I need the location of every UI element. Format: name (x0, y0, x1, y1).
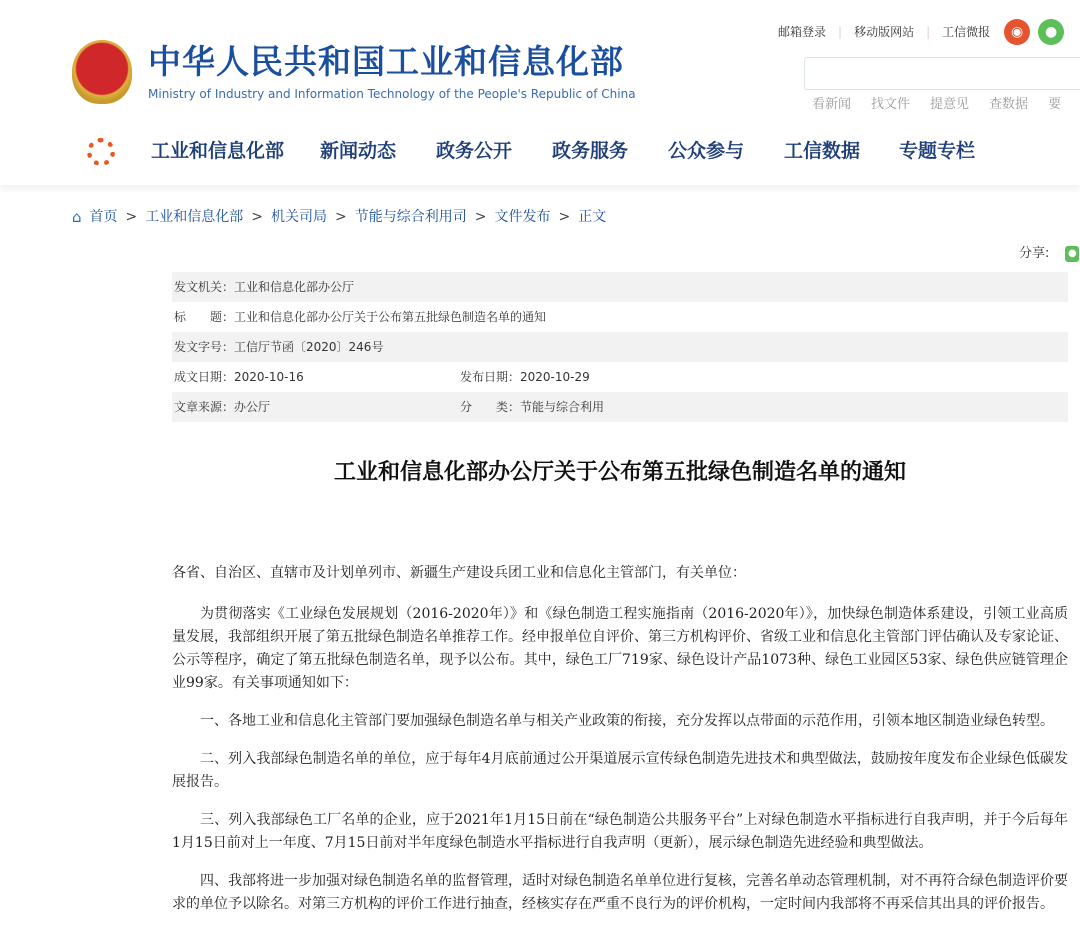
breadcrumb-energy-dept[interactable]: 节能与综合利用司 (354, 209, 467, 225)
breadcrumb (72, 208, 606, 226)
nav-news[interactable]: 新闻动态 (320, 140, 397, 162)
quick-link-feedback[interactable]: 提意见 (930, 97, 970, 112)
breadcrumb-current: 正文 (578, 209, 607, 225)
breadcrumb-departments[interactable]: 机关司局 (271, 209, 327, 225)
main-nav (0, 135, 1080, 185)
meta-row (172, 302, 1068, 332)
paragraph: 三、列入我部绿色工厂名单的企业，应于2021年1月15日前在“绿色制造公共服务平台”上对绿色制造水平指标进行自我声明，并于今后每年1月15日前对上一年度、7月15日前对半年度绿色制造水平指标进行自我声明（更新），展示绿色制造先进经验和典型做法。 (172, 812, 1068, 851)
meta-row (172, 272, 1068, 302)
paragraph: 为贯彻落实《工业绿色发展规划（2016-2020年）》和《绿色制造工程实施指南（2016-2020年）》，加快绿色制造体系建设，引领工业高质量发展，我部组织开展了第五批绿色制造名单推荐工作。经申报单位自评价、第三方机构评价、省级工业和信息化主管部门评估确认及专家论证、公示等程序，确定了第五批绿色制造名单，现予以公布。其中，绿色工厂719家、绿色设计产品1073种、绿色工业园区53家、绿色供应链管理企业99家。有关事项通知如下： (172, 606, 1068, 691)
breadcrumb-documents[interactable]: 文件发布 (494, 209, 551, 225)
site-subtitle: Ministry of Industry and Information Technology of the People's Republic of China (148, 87, 636, 101)
nav-miit[interactable]: 工业和信息化部 (151, 140, 285, 162)
paragraph: 一、各地工业和信息化主管部门要加强绿色制造名单与相关产业政策的衔接，充分发挥以点带面的示范作用，引领本地区制造业绿色转型。 (200, 713, 1054, 729)
quick-link-data[interactable]: 查数据 (989, 97, 1029, 112)
divider: | (926, 25, 931, 39)
home-icon: ⌂ (72, 208, 82, 226)
paragraph: 四、我部将进一步加强对绿色制造名单的监督管理，适时对绿色制造名单单位进行复核，完善名单动态管理机制，对不再符合绿色制造评价要求的单位予以除名。对第三方机构的评价工作进行抽查，经核实存在严重不良行为的评价机构，一定时间内我部将不再采信其出具的评价报告。 (172, 873, 1068, 912)
meta-row (172, 362, 1068, 392)
wechat-share-icon[interactable]: ● (1065, 246, 1079, 262)
meta-source: 文章来源：办公厅 (174, 400, 271, 414)
share-bar (1019, 246, 1079, 262)
document-title: 工业和信息化部办公厅关于公布第五批绿色制造名单的通知 (333, 460, 906, 485)
breadcrumb-miit[interactable]: 工业和信息化部 (145, 209, 244, 225)
wechat-icon[interactable]: ● (1038, 19, 1064, 45)
document-body (172, 562, 1068, 931)
separator: > (335, 209, 347, 225)
national-emblem-logo (72, 40, 132, 104)
top-links (778, 19, 1064, 45)
search-input[interactable] (804, 57, 1080, 90)
meta-title: 标 题：工业和信息化部办公厅关于公布第五批绿色制造名单的通知 (174, 310, 547, 324)
share-label: 分享: (1019, 246, 1050, 261)
mobile-site-link[interactable]: 移动版网站 (854, 25, 915, 39)
breadcrumb-home[interactable]: 首页 (89, 209, 118, 225)
weibo-icon[interactable]: ◉ (1004, 19, 1030, 45)
nav-gov-info[interactable]: 政务公开 (436, 140, 513, 162)
separator: > (474, 209, 487, 225)
document-meta-table (172, 272, 1068, 422)
meta-doc-no: 发文字号：工信厅节函〔2020〕246号 (174, 340, 384, 354)
separator: > (251, 209, 263, 225)
nav-participation[interactable]: 公众参与 (668, 140, 745, 162)
separator: > (125, 209, 138, 225)
quick-links (812, 96, 1061, 114)
nav-services[interactable]: 政务服务 (552, 140, 629, 162)
meta-issuer: 发文机关：工业和信息化部办公厅 (174, 280, 355, 294)
paragraph: 二、列入我部绿色制造名单的单位，应于每年4月底前通过公开渠道展示宣传绿色制造先进技术和典型做法，鼓励按年度发布企业绿色低碳发展报告。 (172, 751, 1068, 790)
quick-link-news[interactable]: 看新闻 (812, 97, 852, 112)
site-title[interactable]: 中华人民共和国工业和信息化部 (148, 42, 624, 81)
meta-row (172, 392, 1068, 422)
separator: > (558, 209, 571, 225)
nav-topics[interactable]: 专题专栏 (899, 140, 976, 162)
nav-data[interactable]: 工信数据 (784, 140, 861, 162)
meta-publish-date: 发布日期：2020-10-29 (460, 370, 590, 384)
meta-written-date: 成文日期：2020-10-16 (174, 370, 304, 384)
divider: | (838, 25, 843, 39)
salutation: 各省、自治区、直辖市及计划单列市、新疆生产建设兵团工业和信息化主管部门，有关单位： (172, 565, 746, 581)
quick-link-more[interactable]: 要 (1048, 97, 1062, 112)
meta-category: 分 类：节能与综合利用 (460, 400, 605, 414)
meta-row (172, 332, 1068, 362)
miit-logo-icon (87, 138, 115, 166)
quick-link-files[interactable]: 找文件 (871, 97, 911, 112)
weibao-link[interactable]: 工信微报 (942, 25, 991, 39)
mail-login-link[interactable]: 邮箱登录 (778, 25, 827, 39)
